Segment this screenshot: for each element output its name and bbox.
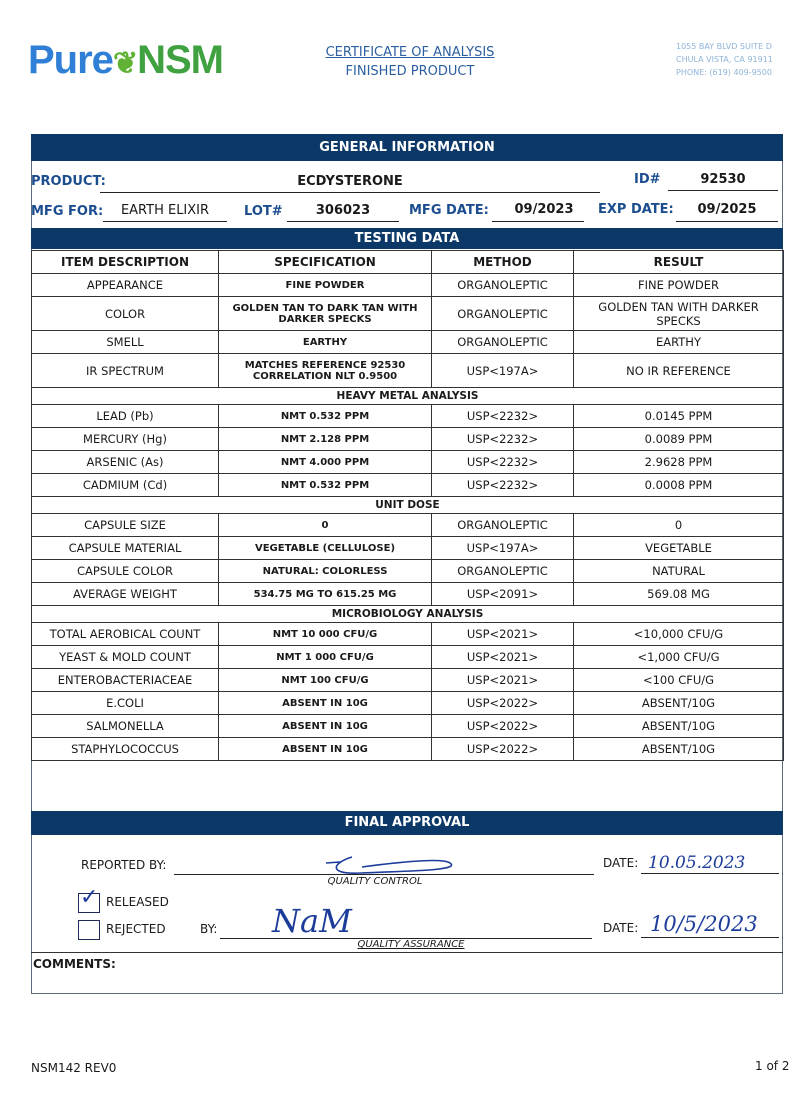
- check-icon: ✓: [80, 885, 99, 910]
- mfg-for-label: MFG FOR:: [31, 204, 104, 219]
- result-cell: 0.0008 PPM: [574, 474, 784, 497]
- logo-text-nsm: NSM: [137, 38, 223, 82]
- spec-cell: GOLDEN TAN TO DARK TAN WITH DARKER SPECKS: [219, 297, 432, 331]
- result-cell: 2.9628 PPM: [574, 451, 784, 474]
- item-cell: STAPHYLOCOCCUS: [32, 738, 219, 761]
- item-cell: SMELL: [32, 331, 219, 354]
- item-cell: YEAST & MOLD COUNT: [32, 646, 219, 669]
- section-header-row: [32, 388, 784, 405]
- result-cell: 569.08 MG: [574, 583, 784, 606]
- table-row: [32, 537, 784, 560]
- comments-divider: [31, 952, 783, 953]
- general-information-band: GENERAL INFORMATION: [31, 134, 783, 161]
- product-value: ECDYSTERONE: [297, 174, 403, 189]
- table-row: [32, 560, 784, 583]
- item-cell: TOTAL AEROBICAL COUNT: [32, 623, 219, 646]
- table-row: [32, 354, 784, 388]
- method-cell: USP<2022>: [432, 738, 574, 761]
- column-header-result: RESULT: [574, 251, 784, 274]
- leaf-icon: ❦: [112, 47, 138, 80]
- result-cell: 0.0089 PPM: [574, 428, 784, 451]
- result-cell: <10,000 CFU/G: [574, 623, 784, 646]
- column-header-specification: SPECIFICATION: [219, 251, 432, 274]
- result-cell: <1,000 CFU/G: [574, 646, 784, 669]
- method-cell: USP<2232>: [432, 451, 574, 474]
- approved-by-label: BY:: [200, 922, 218, 936]
- mfg-date-label: MFG DATE:: [409, 203, 489, 218]
- method-cell: USP<2021>: [432, 623, 574, 646]
- spec-cell: NMT 4.000 PPM: [219, 451, 432, 474]
- result-cell: GOLDEN TAN WITH DARKER SPECKS: [574, 297, 784, 331]
- item-cell: LEAD (Pb): [32, 405, 219, 428]
- lot-value: 306023: [315, 203, 371, 218]
- company-address: [676, 40, 773, 79]
- address-line-1: 1055 BAY BLVD SUITE D: [676, 42, 772, 51]
- id-label: ID#: [634, 172, 661, 187]
- item-cell: MERCURY (Hg): [32, 428, 219, 451]
- spec-cell: 0: [219, 514, 432, 537]
- exp-date-value: 09/2025: [697, 202, 757, 217]
- comments-label: COMMENTS:: [33, 957, 116, 971]
- result-cell: 0.0145 PPM: [574, 405, 784, 428]
- table-row: [32, 514, 784, 537]
- testing-data-table: [31, 250, 784, 761]
- method-cell: USP<2232>: [432, 474, 574, 497]
- lot-underline: [287, 221, 399, 222]
- table-row: [32, 451, 784, 474]
- table-row: [32, 646, 784, 669]
- address-line-3: PHONE: (619) 409-9500: [676, 68, 772, 77]
- reported-date-handwritten: 10.05.2023: [648, 853, 746, 873]
- spec-cell: EARTHY: [219, 331, 432, 354]
- item-cell: COLOR: [32, 297, 219, 331]
- logo-text-pure: Pure: [28, 38, 113, 82]
- certificate-heading: [300, 43, 520, 81]
- microbiology-title: MICROBIOLOGY ANALYSIS: [32, 606, 784, 623]
- method-cell: USP<2021>: [432, 646, 574, 669]
- approved-date-label: DATE:: [603, 921, 639, 935]
- lot-label: LOT#: [244, 204, 283, 219]
- spec-cell: NMT 100 CFU/G: [219, 669, 432, 692]
- item-cell: CAPSULE COLOR: [32, 560, 219, 583]
- product-label: PRODUCT:: [31, 174, 106, 189]
- table-row: [32, 274, 784, 297]
- result-cell: EARTHY: [574, 331, 784, 354]
- testing-data-band: TESTING DATA: [31, 228, 783, 249]
- spec-cell: FINE POWDER: [219, 274, 432, 297]
- item-cell: SALMONELLA: [32, 715, 219, 738]
- spec-cell: NMT 0.532 PPM: [219, 405, 432, 428]
- mfg-for-value: EARTH ELIXIR: [120, 203, 210, 218]
- heavy-metal-title: HEAVY METAL ANALYSIS: [32, 388, 784, 405]
- table-row: [32, 331, 784, 354]
- exp-date-label: EXP DATE:: [598, 202, 674, 217]
- table-row: [32, 623, 784, 646]
- column-header-item: ITEM DESCRIPTION: [32, 251, 219, 274]
- mfg-for-underline: [103, 221, 227, 222]
- item-cell: IR SPECTRUM: [32, 354, 219, 388]
- method-cell: ORGANOLEPTIC: [432, 514, 574, 537]
- result-cell: NATURAL: [574, 560, 784, 583]
- method-cell: USP<2021>: [432, 669, 574, 692]
- method-cell: USP<197A>: [432, 354, 574, 388]
- method-cell: ORGANOLEPTIC: [432, 560, 574, 583]
- qa-signature: NaM: [272, 902, 352, 940]
- id-value: 92530: [700, 172, 746, 187]
- table-row: [32, 738, 784, 761]
- method-cell: USP<2091>: [432, 583, 574, 606]
- method-cell: USP<2232>: [432, 428, 574, 451]
- approved-date-line: [641, 937, 779, 938]
- method-cell: USP<2232>: [432, 405, 574, 428]
- table-row: [32, 474, 784, 497]
- spec-cell: NMT 2.128 PPM: [219, 428, 432, 451]
- spec-cell: ABSENT IN 10G: [219, 738, 432, 761]
- result-cell: NO IR REFERENCE: [574, 354, 784, 388]
- result-cell: VEGETABLE: [574, 537, 784, 560]
- unit-dose-title: UNIT DOSE: [32, 497, 784, 514]
- reported-date-line: [641, 873, 779, 874]
- section-header-row: [32, 497, 784, 514]
- table-header-row: [32, 251, 784, 274]
- item-cell: ENTEROBACTERIACEAE: [32, 669, 219, 692]
- spec-cell: NATURAL: COLORLESS: [219, 560, 432, 583]
- spec-cell: NMT 0.532 PPM: [219, 474, 432, 497]
- result-cell: ABSENT/10G: [574, 738, 784, 761]
- mfg-date-value: 09/2023: [514, 202, 574, 217]
- item-cell: APPEARANCE: [32, 274, 219, 297]
- table-row: [32, 297, 784, 331]
- exp-date-underline: [676, 221, 778, 222]
- item-cell: CAPSULE SIZE: [32, 514, 219, 537]
- rejected-checkbox[interactable]: [78, 920, 100, 940]
- method-cell: USP<2022>: [432, 692, 574, 715]
- page-number: 1 of 2: [755, 1059, 790, 1073]
- form-code: NSM142 REV0: [31, 1061, 117, 1075]
- certificate-subtitle: FINISHED PRODUCT: [345, 64, 475, 79]
- table-row: [32, 428, 784, 451]
- result-cell: 0: [574, 514, 784, 537]
- result-cell: <100 CFU/G: [574, 669, 784, 692]
- product-underline: [100, 192, 600, 193]
- table-row: [32, 692, 784, 715]
- column-header-method: METHOD: [432, 251, 574, 274]
- mfg-date-underline: [492, 221, 584, 222]
- item-cell: CADMIUM (Cd): [32, 474, 219, 497]
- certificate-title: CERTIFICATE OF ANALYSIS: [325, 45, 495, 60]
- table-row: [32, 715, 784, 738]
- spec-cell: MATCHES REFERENCE 92530 CORRELATION NLT 0.9500: [219, 354, 432, 388]
- released-label: RELEASED: [106, 895, 169, 909]
- item-cell: AVERAGE WEIGHT: [32, 583, 219, 606]
- reported-by-label: REPORTED BY:: [81, 858, 167, 872]
- table-row: [32, 669, 784, 692]
- approved-date-handwritten: 10/5/2023: [650, 912, 758, 936]
- id-underline: [668, 190, 778, 191]
- item-cell: E.COLI: [32, 692, 219, 715]
- spec-cell: ABSENT IN 10G: [219, 715, 432, 738]
- method-cell: USP<197A>: [432, 537, 574, 560]
- method-cell: ORGANOLEPTIC: [432, 274, 574, 297]
- method-cell: ORGANOLEPTIC: [432, 297, 574, 331]
- item-cell: CAPSULE MATERIAL: [32, 537, 219, 560]
- result-cell: FINE POWDER: [574, 274, 784, 297]
- method-cell: ORGANOLEPTIC: [432, 331, 574, 354]
- result-cell: ABSENT/10G: [574, 715, 784, 738]
- method-cell: USP<2022>: [432, 715, 574, 738]
- spec-cell: NMT 1 000 CFU/G: [219, 646, 432, 669]
- section-header-row: [32, 606, 784, 623]
- table-row: [32, 405, 784, 428]
- spec-cell: ABSENT IN 10G: [219, 692, 432, 715]
- table-row: [32, 583, 784, 606]
- address-line-2: CHULA VISTA, CA 91911: [676, 55, 773, 64]
- quality-control-caption: QUALITY CONTROL: [327, 876, 423, 887]
- final-approval-band: FINAL APPROVAL: [31, 811, 783, 835]
- company-logo: [28, 38, 223, 83]
- result-cell: ABSENT/10G: [574, 692, 784, 715]
- quality-assurance-caption: QUALITY ASSURANCE: [357, 939, 465, 950]
- spec-cell: NMT 10 000 CFU/G: [219, 623, 432, 646]
- reported-date-label: DATE:: [603, 856, 639, 870]
- item-cell: ARSENIC (As): [32, 451, 219, 474]
- rejected-label: REJECTED: [106, 922, 166, 936]
- spec-cell: VEGETABLE (CELLULOSE): [219, 537, 432, 560]
- spec-cell: 534.75 MG TO 615.25 MG: [219, 583, 432, 606]
